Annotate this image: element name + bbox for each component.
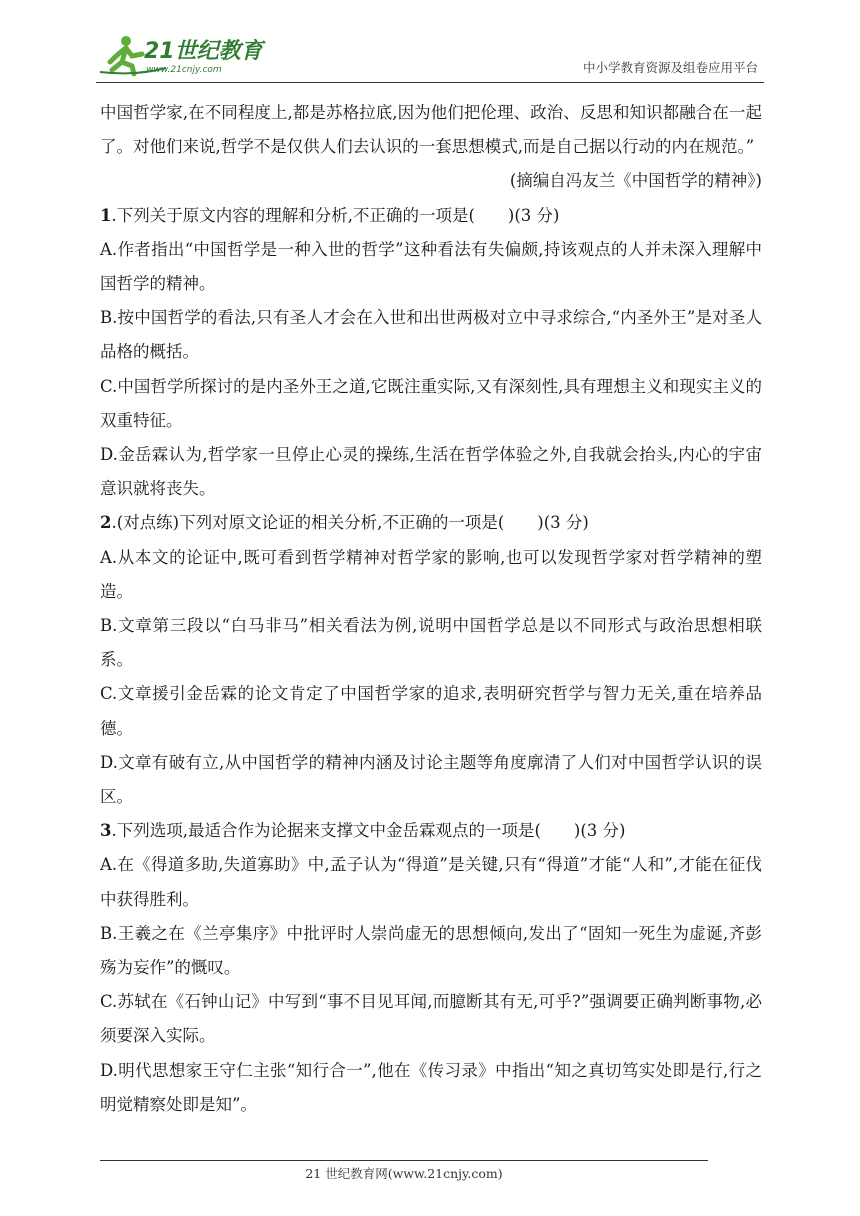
question-2 <box>100 506 762 814</box>
passage-source: (摘编自冯友兰《中国哲学的精神》) <box>509 171 762 191</box>
footer-divider <box>100 1160 708 1161</box>
passage-paragraph: 中国哲学家,在不同程度上,都是苏格拉底,因为他们把伦理、政治、反思和知识都融合在一起了。对他们来说,哲学不是仅供人们去认识的一套思想模式,而是自己据以行动的内在规范。” <box>100 103 762 157</box>
option-b: B.文章第三段以“白马非马”相关看法为例,说明中国哲学总是以不同形式与政治思想相联系。 <box>100 616 762 670</box>
document-body <box>100 96 762 1122</box>
question-stem <box>100 199 762 233</box>
platform-name: 中小学教育资源及组卷应用平台 <box>582 60 758 75</box>
question-stem <box>100 814 762 848</box>
page-footer: 21 世纪教育网(www.21cnjy.com) <box>305 1166 503 1181</box>
question-stem-text: .下列关于原文内容的理解和分析,不正确的一项是( )(3 分) <box>111 205 560 225</box>
question-stem <box>100 506 762 540</box>
option-c: C.中国哲学所探讨的是内圣外王之道,它既注重实际,又有深刻性,具有理想主义和现实主义的双重特征。 <box>100 376 762 430</box>
question-stem-text: .(对点练)下列对原文论证的相关分析,不正确的一项是( )(3 分) <box>111 513 589 533</box>
site-logo <box>96 32 266 78</box>
option-d: D.文章有破有立,从中国哲学的精神内涵及讨论主题等角度廓清了人们对中国哲学认识的误区。 <box>100 752 762 807</box>
option-a: A.作者指出“中国哲学是一种入世的哲学”这种看法有失偏颇,持该观点的人并未深入理解中国哲学的精神。 <box>100 239 762 294</box>
option-c: C.苏轼在《石钟山记》中写到“事不目见耳闻,而臆断其有无,可乎?”强调要正确判断事物,必须要深入实际。 <box>100 992 762 1046</box>
logo-mark-text: 21世纪教育 <box>144 39 263 64</box>
question-3 <box>100 814 762 1122</box>
option-a: A.在《得道多助,失道寡助》中,孟子认为“得道”是关键,只有“得道”才能“人和”,才能在征伐中获得胜利。 <box>100 855 762 909</box>
option-b: B.王羲之在《兰亭集序》中批评时人崇尚虚无的思想倾向,发出了“固知一死生为虚诞,齐彭殇为妄作”的慨叹。 <box>100 923 762 978</box>
question-number: 1 <box>100 205 112 225</box>
question-stem-text: .下列选项,最适合作为论据来支撑文中金岳霖观点的一项是( )(3 分) <box>111 821 626 841</box>
option-b: B.按中国哲学的看法,只有圣人才会在入世和出世两极对立中寻求综合,“内圣外王”是对圣人品格的概括。 <box>100 308 762 362</box>
question-number: 2 <box>100 513 112 533</box>
page-header <box>96 30 764 83</box>
logo-url-text: www.21cnjy.com <box>146 65 222 75</box>
option-a: A.从本文的论证中,既可看到哲学精神对哲学家的影响,也可以发现哲学家对哲学精神的塑造。 <box>100 547 762 601</box>
question-number: 3 <box>100 821 112 841</box>
option-d: D.金岳霖认为,哲学家一旦停止心灵的操练,生活在哲学体验之外,自我就会抬头,内心的宇宙意识就将丧失。 <box>100 445 762 499</box>
option-c: C.文章援引金岳霖的论文肯定了中国哲学家的追求,表明研究哲学与智力无关,重在培养品德。 <box>100 684 762 738</box>
question-1 <box>100 199 762 507</box>
option-d: D.明代思想家王守仁主张“知行合一”,他在《传习录》中指出“知之真切笃实处即是行,行之明觉精察处即是知”。 <box>100 1060 762 1114</box>
